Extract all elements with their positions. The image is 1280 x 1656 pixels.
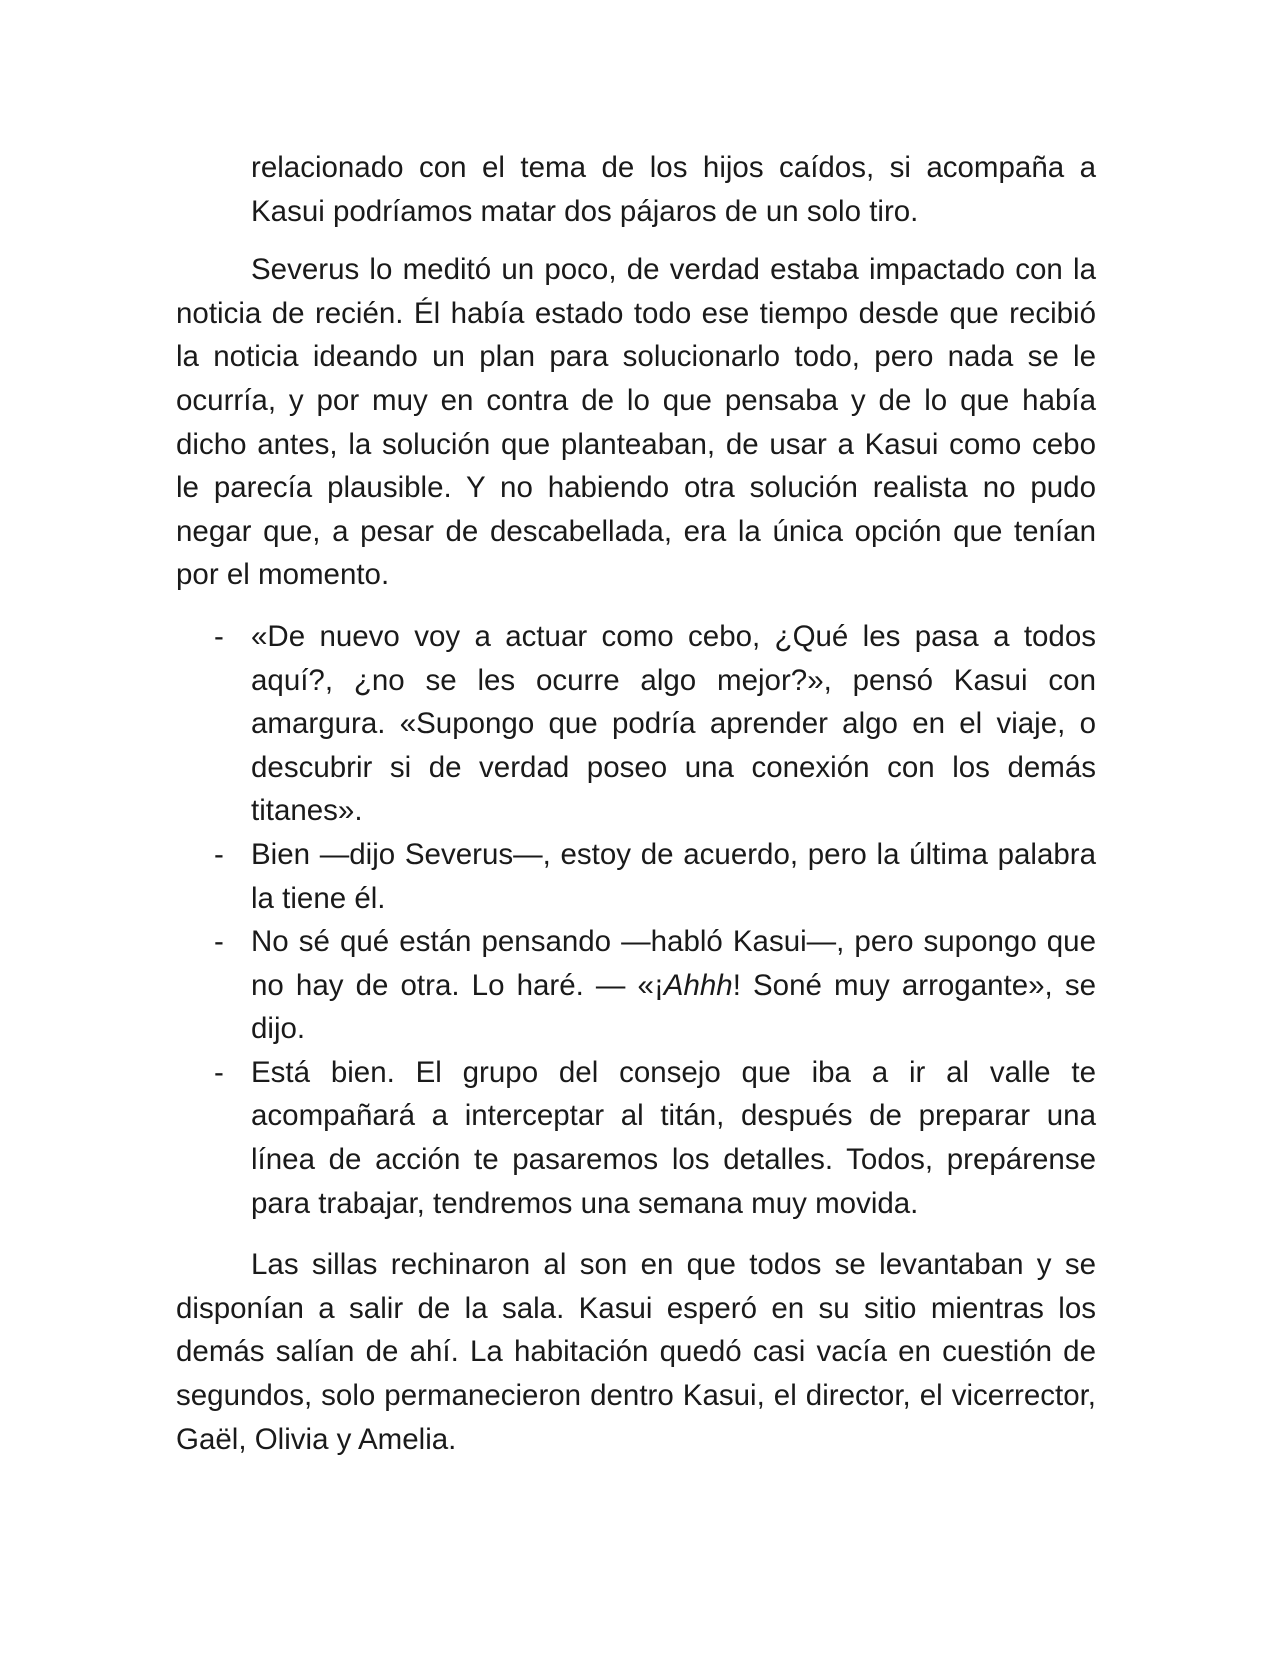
narrative-paragraph-1: Severus lo meditó un poco, de verdad estaba impactado con la noticia de recién. Él había estado todo ese tiempo desde que recibió la noticia ideando un plan para solucionarlo todo, pero nada se le ocurría, y por muy en contra de lo que pensaba y de lo que había dicho antes, la solución que planteaban, de usar a Kasui como cebo le parecía plausible. Y no habiendo otra solución realista no pudo negar que, a pesar de descabellada, era la única opción que tenían por el momento. [176, 253, 1096, 592]
dialog-line-3 [176, 920, 1096, 1051]
dialog-text-italic: Ahhh [663, 968, 733, 1002]
narrative-paragraph-2: Las sillas rechinaron al son en que todos se levantaban y se disponían a salir de la sala. Kasui esperó en su sitio mientras los demás salían de ahí. La habitación quedó casi vacía en cuestión de segundos, solo permanecieron dentro Kasui, el director, el vicerrector, Gaël, Olivia y Amelia. [176, 1248, 1096, 1456]
dialog-line-2 [176, 833, 1096, 920]
dialog-text-part-2: ! Soné muy arrogante», se dijo. [251, 968, 1096, 1046]
dialog-line-4 [176, 1051, 1096, 1225]
dialog-list [176, 615, 1096, 1225]
dialog-dash: - [214, 925, 224, 959]
dialog-dash: - [214, 837, 224, 871]
continuation-paragraph: relacionado con el tema de los hijos caídos, si acompaña a Kasui podríamos matar dos pájaros de un solo tiro. [251, 151, 1096, 228]
dialog-dash: - [214, 619, 224, 653]
dialog-text: Bien —dijo Severus—, estoy de acuerdo, pero la última palabra la tiene él. [251, 837, 1096, 915]
dialog-text: «De nuevo voy a actuar como cebo, ¿Qué les pasa a todos aquí?, ¿no se les ocurre algo mejor?», pensó Kasui con amargura. «Supongo que podría aprender algo en el viaje, o descubrir si de verdad poseo una conexión con los demás titanes». [251, 619, 1096, 828]
dialog-line-1 [176, 615, 1096, 833]
dialog-text-part-1: No sé qué están pensando —habló Kasui—, pero supongo que no hay de otra. Lo haré. — «¡ [251, 925, 1096, 1002]
dialog-dash: - [214, 1055, 224, 1089]
dialog-text: Está bien. El grupo del consejo que iba a ir al valle te acompañará a interceptar al titán, después de preparar una línea de acción te pasaremos los detalles. Todos, prepárense para trabajar, tendremos una semana muy movida. [251, 1055, 1096, 1220]
document-page [176, 146, 1096, 1479]
